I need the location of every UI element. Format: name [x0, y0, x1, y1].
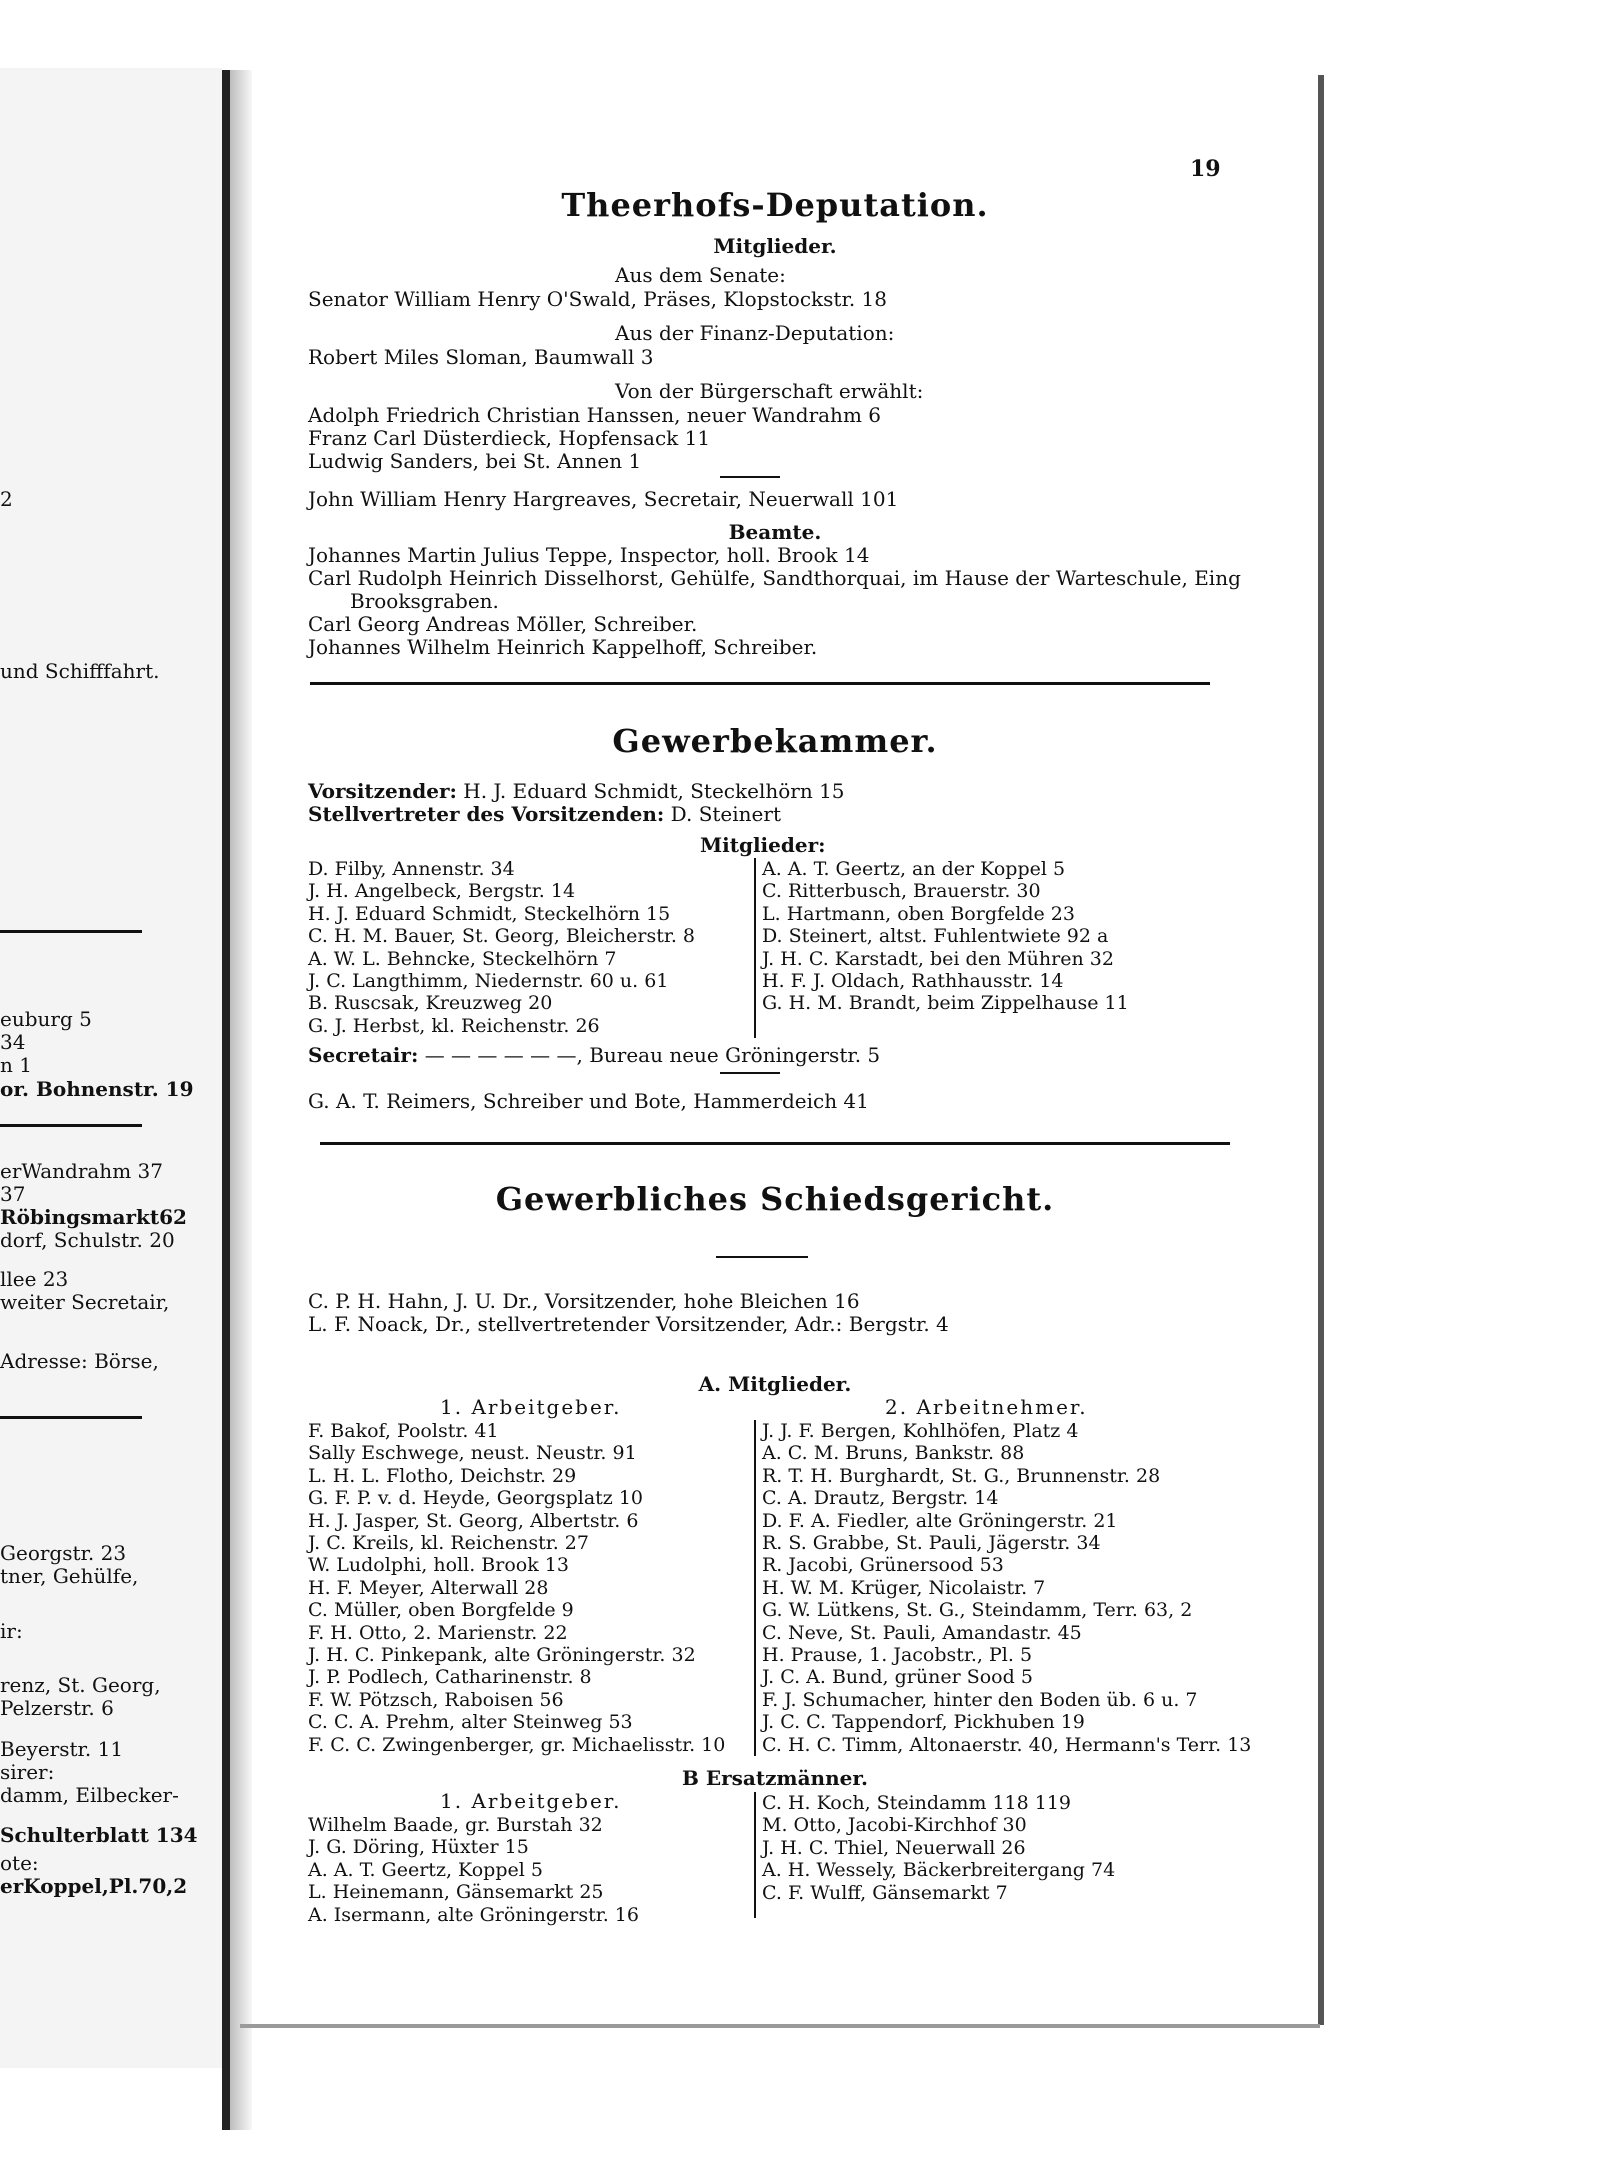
section-title-schiedsgericht: Gewerbliches Schiedsgericht.: [495, 1180, 1055, 1218]
left-fragment: or. Bohnenstr. 19: [0, 1077, 194, 1101]
left-fragment: sirer:: [0, 1760, 55, 1784]
list-item: A. H. Wessely, Bäckerbreitergang 74: [762, 1859, 1116, 1882]
left-fragment-rule: [0, 1416, 142, 1419]
list-item: R. S. Grabbe, St. Pauli, Jägerstr. 34: [762, 1532, 1101, 1555]
list-item: D. Steinert, altst. Fuhlentwiete 92 a: [762, 925, 1109, 948]
left-fragment: 37: [0, 1182, 26, 1206]
list-item: G. W. Lütkens, St. G., Steindamm, Terr. 63, 2: [762, 1599, 1193, 1622]
list-item: C. C. A. Prehm, alter Steinweg 53: [308, 1711, 633, 1734]
senate-member: Senator William Henry O'Swald, Präses, Klopstockstr. 18: [308, 287, 887, 311]
short-divider: [720, 1072, 780, 1074]
list-item: B. Ruscsak, Kreuzweg 20: [308, 992, 553, 1015]
list-item: C. H. Koch, Steindamm 118 119: [762, 1792, 1072, 1814]
list-item: F. H. Otto, 2. Marienstr. 22: [308, 1621, 568, 1644]
book-gutter: [222, 70, 230, 2130]
short-divider: [716, 1256, 808, 1258]
citizen-member: Ludwig Sanders, bei St. Annen 1: [308, 449, 642, 473]
list-item: R. T. H. Burghardt, St. G., Brunnenstr. 28: [762, 1464, 1161, 1487]
chair-line: C. P. H. Hahn, J. U. Dr., Vorsitzender, hohe Bleichen 16: [308, 1289, 860, 1313]
left-fragment: Adresse: Börse,: [0, 1349, 159, 1373]
list-item: C. Ritterbusch, Brauerstr. 30: [762, 880, 1041, 903]
chair-line: L. F. Noack, Dr., stellvertretender Vorsitzender, Adr.: Bergstr. 4: [308, 1312, 949, 1336]
list-item: J. H. C. Karstadt, bei den Mühren 32: [762, 947, 1114, 970]
left-fragment: llee 23: [0, 1267, 69, 1291]
substitutes-heading: B Ersatzmänner.: [681, 1766, 869, 1790]
official-line: Johannes Wilhelm Heinrich Kappelhoff, Schreiber.: [308, 635, 818, 659]
left-fragment: Georgstr. 23: [0, 1541, 127, 1565]
list-item: C. Neve, St. Pauli, Amandastr. 45: [762, 1621, 1082, 1644]
list-item: H. Prause, 1. Jacobstr., Pl. 5: [762, 1644, 1033, 1667]
list-item: J. H. Angelbeck, Bergstr. 14: [308, 880, 576, 903]
members-left-list: [308, 858, 695, 1037]
list-item: J. H. C. Thiel, Neuerwall 26: [762, 1836, 1026, 1859]
page-number: 19: [1190, 156, 1221, 182]
secretary-line: John William Henry Hargreaves, Secretair, Neuerwall 101: [308, 487, 899, 511]
list-item: J. C. Langthimm, Niedernstr. 60 u. 61: [308, 970, 669, 993]
column-separator: [754, 1420, 756, 1756]
left-fragment: ir:: [0, 1619, 23, 1643]
officials-heading: Beamte.: [728, 520, 822, 544]
left-fragment: und Schifffahrt.: [0, 659, 160, 683]
left-fragment: 34: [0, 1030, 26, 1054]
members-heading: A. Mitglieder.: [698, 1372, 852, 1396]
gutter-shadow: [230, 70, 252, 2130]
employees-list: [762, 1420, 1251, 1756]
list-item: D. Filby, Annenstr. 34: [308, 858, 515, 880]
deputy-value: D. Steinert: [670, 802, 781, 826]
list-item: A. A. T. Geertz, Koppel 5: [308, 1858, 543, 1881]
clerk-line: G. A. T. Reimers, Schreiber und Bote, Hammerdeich 41: [308, 1089, 869, 1113]
list-item: A. W. L. Behncke, Steckelhörn 7: [308, 947, 617, 970]
left-fragment: renz, St. Georg,: [0, 1673, 161, 1697]
official-line: Carl Rudolph Heinrich Disselhorst, Gehülfe, Sandthorquai, im Hause der Warteschule, Eing: [308, 566, 1241, 590]
employees-heading: 2. Arbeitnehmer.: [885, 1395, 1088, 1419]
official-line: Johannes Martin Julius Teppe, Inspector, holl. Brook 14: [308, 543, 870, 567]
citizen-member: Franz Carl Düsterdieck, Hopfensack 11: [308, 426, 711, 450]
list-item: A. Isermann, alte Gröningerstr. 16: [308, 1903, 639, 1926]
left-fragment: dorf, Schulstr. 20: [0, 1228, 175, 1252]
list-item: C. F. Wulff, Gänsemarkt 7: [762, 1881, 1008, 1904]
chair-value: H. J. Eduard Schmidt, Steckelhörn 15: [463, 779, 845, 803]
deputy-label: Stellvertreter des Vorsitzenden:: [308, 802, 665, 826]
sub-employers-list: [308, 1814, 639, 1926]
list-item: J. P. Podlech, Catharinenstr. 8: [308, 1666, 592, 1689]
list-item: M. Otto, Jacobi-Kirchhof 30: [762, 1814, 1027, 1837]
column-separator: [754, 1792, 756, 1918]
list-item: L. Hartmann, oben Borgfelde 23: [762, 902, 1075, 925]
left-fragment-rule: [0, 1124, 142, 1127]
members-heading: Mitglieder.: [713, 234, 837, 258]
left-fragment: damm, Eilbecker-: [0, 1783, 179, 1807]
citizen-member: Adolph Friedrich Christian Hanssen, neuer Wandrahm 6: [308, 403, 881, 427]
list-item: J. C. Kreils, kl. Reichenstr. 27: [308, 1532, 589, 1555]
list-item: A. A. T. Geertz, an der Koppel 5: [762, 858, 1066, 880]
list-item: C. A. Drautz, Bergstr. 14: [762, 1487, 999, 1510]
column-separator: [754, 858, 756, 1038]
left-fragment: Röbingsmarkt62: [0, 1205, 187, 1229]
left-fragment: 2: [0, 487, 13, 511]
list-item: H. W. M. Krüger, Nicolaistr. 7: [762, 1576, 1046, 1599]
section-divider: [310, 682, 1210, 685]
official-line: Brooksgraben.: [350, 589, 499, 613]
list-item: F. W. Pötzsch, Raboisen 56: [308, 1688, 564, 1711]
list-item: H. F. J. Oldach, Rathhausstr. 14: [762, 970, 1064, 993]
page-bottom-edge: [240, 2024, 1320, 2028]
list-item: F. C. C. Zwingenberger, gr. Michaelisstr. 10: [308, 1733, 726, 1756]
list-item: J. H. C. Pinkepank, alte Gröningerstr. 32: [308, 1644, 696, 1667]
left-fragment-rule: [0, 930, 142, 933]
members-right-list: [762, 858, 1129, 1015]
list-item: H. F. Meyer, Alterwall 28: [308, 1576, 549, 1599]
left-fragment: erKoppel,Pl.70,2: [0, 1874, 188, 1898]
list-item: Sally Eschwege, neust. Neustr. 91: [308, 1442, 637, 1465]
section-title-gewerbekammer: Gewerbekammer.: [612, 722, 938, 760]
list-item: R. Jacobi, Grünersood 53: [762, 1554, 1004, 1577]
left-fragment: euburg 5: [0, 1007, 92, 1031]
short-divider: [720, 476, 780, 478]
list-item: Wilhelm Baade, gr. Burstah 32: [308, 1814, 603, 1836]
sub-employers-heading: 1. Arbeitgeber.: [440, 1789, 622, 1813]
section-title-theerhofs: Theerhofs-Deputation.: [561, 186, 989, 224]
left-fragment: tner, Gehülfe,: [0, 1564, 139, 1588]
left-fragment: ote:: [0, 1851, 39, 1875]
list-item: F. Bakof, Poolstr. 41: [308, 1420, 499, 1442]
list-item: W. Ludolphi, holl. Brook 13: [308, 1554, 569, 1577]
page-right-edge: [1318, 75, 1324, 2025]
citizens-heading: Von der Bürgerschaft erwählt:: [615, 379, 924, 403]
list-item: C. H. M. Bauer, St. Georg, Bleicherstr. 8: [308, 925, 695, 948]
list-item: C. H. C. Timm, Altonaerstr. 40, Hermann's Terr. 13: [762, 1733, 1252, 1756]
finance-heading: Aus der Finanz-Deputation:: [615, 321, 895, 345]
employers-list: [308, 1420, 725, 1756]
list-item: L. H. L. Flotho, Deichstr. 29: [308, 1464, 577, 1487]
list-item: H. J. Jasper, St. Georg, Albertstr. 6: [308, 1509, 639, 1532]
list-item: A. C. M. Bruns, Bankstr. 88: [762, 1442, 1025, 1465]
left-fragment: weiter Secretair,: [0, 1290, 170, 1314]
chair-label: Vorsitzender:: [308, 779, 457, 803]
list-item: H. J. Eduard Schmidt, Steckelhörn 15: [308, 902, 671, 925]
list-item: D. F. A. Fiedler, alte Gröningerstr. 21: [762, 1509, 1118, 1532]
list-item: L. Heinemann, Gänsemarkt 25: [308, 1881, 604, 1904]
list-item: J. C. A. Bund, grüner Sood 5: [762, 1666, 1033, 1689]
list-item: J. J. F. Bergen, Kohlhöfen, Platz 4: [762, 1420, 1079, 1442]
list-item: G. J. Herbst, kl. Reichenstr. 26: [308, 1014, 600, 1037]
list-item: J. C. C. Tappendorf, Pickhuben 19: [762, 1711, 1085, 1734]
sub-employees-list: [762, 1792, 1115, 1904]
senate-heading: Aus dem Senate:: [615, 263, 786, 287]
official-line: Carl Georg Andreas Möller, Schreiber.: [308, 612, 698, 636]
secretary-value: — — — — — —, Bureau neue Gröningerstr. 5: [424, 1043, 881, 1067]
left-fragment: Schulterblatt 134: [0, 1823, 198, 1847]
secretary-label: Secretair:: [308, 1043, 419, 1067]
employers-heading: 1. Arbeitgeber.: [440, 1395, 622, 1419]
left-fragment: Beyerstr. 11: [0, 1737, 124, 1761]
left-fragment: Pelzerstr. 6: [0, 1696, 114, 1720]
list-item: G. H. M. Brandt, beim Zippelhause 11: [762, 992, 1129, 1015]
left-fragment: erWandrahm 37: [0, 1159, 163, 1183]
left-fragment: n 1: [0, 1053, 32, 1077]
list-item: F. J. Schumacher, hinter den Boden üb. 6 u. 7: [762, 1688, 1198, 1711]
list-item: C. Müller, oben Borgfelde 9: [308, 1599, 574, 1622]
list-item: G. F. P. v. d. Heyde, Georgsplatz 10: [308, 1487, 644, 1510]
section-divider: [320, 1142, 1230, 1145]
finance-member: Robert Miles Sloman, Baumwall 3: [308, 345, 654, 369]
members-heading: Mitglieder:: [700, 833, 826, 857]
list-item: J. G. Döring, Hüxter 15: [308, 1836, 529, 1859]
